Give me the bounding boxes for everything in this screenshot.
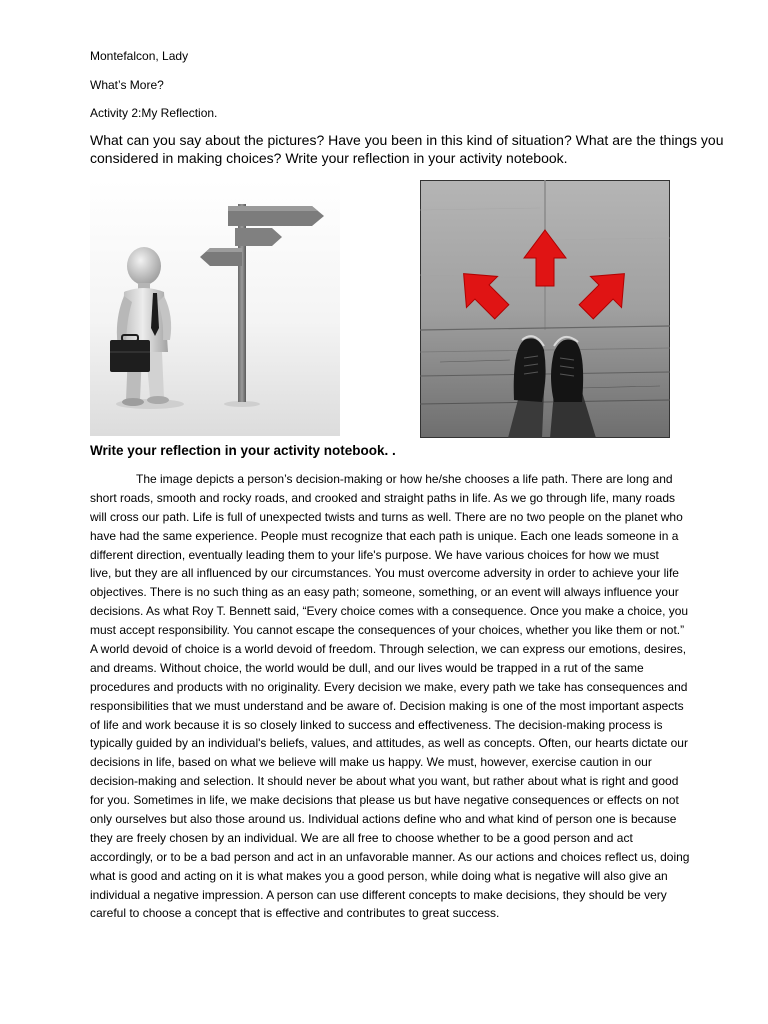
reflection-line: decision-making and selection. It should never be about what you want, but rather about what is right and good xyxy=(90,774,679,789)
reflection-line: they are freely chosen by an individual. We are all free to choose whether to be a good person and act xyxy=(90,830,633,845)
reflection-line: objectives. There is no such thing as an easy path; someone, something, or an event will always influence your xyxy=(90,585,679,600)
reflection-line: careful to choose a concept that is effective and contributes to great success. xyxy=(90,906,500,921)
reflection-line: procedures and products with no originality. Every decision we make, every path we take has consequences and xyxy=(90,679,688,694)
reflection-line: only ourselves but also those around us. Individual actions define who and what kind of person one is because xyxy=(90,812,677,827)
reflection-line: of life and work because it is so closely linked to success and effectiveness. The decision-making process is xyxy=(90,717,663,732)
reflection-line: individual a negative impression. A person can use different concepts to make decisions, they should be very xyxy=(90,887,667,902)
reflection-line: what is good and acting on it is what makes you a good person, while doing what is negative will also give an xyxy=(90,868,668,883)
feet-and-arrows-image xyxy=(420,180,670,438)
reflection-line: must accept responsibility. You cannot escape the consequences of your choices, whether you like them or not.” xyxy=(90,623,685,638)
student-name: Montefalcon, Lady xyxy=(90,49,189,63)
reflection-line: have had the same experience. People must recognize that each path is unique. Each one leads someone in a xyxy=(90,528,679,543)
reflection-line: and dreams. Without choice, the world would be dull, and our lives would be trapped in a rut of the same xyxy=(90,660,644,675)
reflection-line: decisions. As what Roy T. Bennett said, “Every choice comes with a consequence. Once you make a choice, you xyxy=(90,604,689,619)
reflection-line: The image depicts a person’s decision-making or how he/she chooses a life path. There are long and xyxy=(136,472,673,486)
reflection-line: typically guided by an individual's beliefs, values, and attitudes, as well as concepts. Often, our hearts dictate our xyxy=(90,736,688,751)
reflection-heading: Write your reflection in your activity notebook. . xyxy=(90,443,396,458)
reflection-body xyxy=(90,470,730,923)
reflection-line: decisions in life, based on what we believe will make us happy. We must, however, exercise caution in our xyxy=(90,755,652,770)
activity-title: Activity 2:My Reflection. xyxy=(90,106,218,120)
reflection-line: accordingly, or to be a bad person and act in an unfavorable manner. As our actions and choices reflect us, doing xyxy=(90,849,690,864)
reflection-line: different direction, eventually leading them to your life's purpose. We have various choices for how we must xyxy=(90,547,659,562)
reflection-line: for you. Sometimes in life, we make decisions that please us but have negative consequences or effects on not xyxy=(90,793,679,808)
reflection-line: A world devoid of choice is a world devoid of freedom. Through selection, we can express our emotions, desires, xyxy=(90,642,687,657)
reflection-line: short roads, smooth and rocky roads, and crooked and straight paths in life. As we go through life, many roads xyxy=(90,490,675,505)
reflection-line: will cross our path. Life is full of unexpected twists and turns as well. There are no two people on the planet who xyxy=(90,509,683,524)
section-title: What’s More? xyxy=(90,78,164,92)
question-text: What can you say about the pictures? Have you been in this kind of situation? What are the things you considered in making choices? Write your reflection in your activity notebook. xyxy=(90,132,724,166)
crossroads-signpost-image xyxy=(90,180,340,436)
reflection-line: live, but they are all influenced by our circumstances. You must overcome adversity in order to achieve your life xyxy=(90,566,679,581)
reflection-line: responsibilities that we must understand and be aware of. Decision making is one of the most important aspects xyxy=(90,698,684,713)
